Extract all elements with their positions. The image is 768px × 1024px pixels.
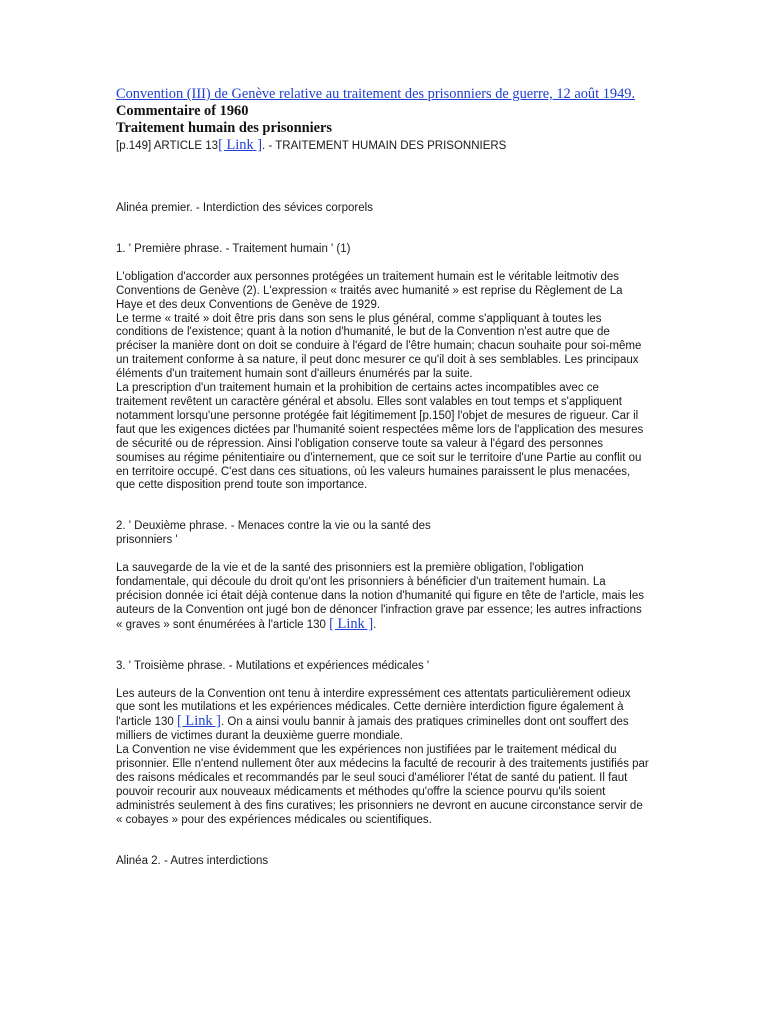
commentary-title: Commentaire of 1960 <box>116 103 249 119</box>
article-130-link[interactable]: [ Link ] <box>177 713 221 730</box>
paragraph <box>116 688 650 745</box>
section-2-heading-line: prisonniers ' <box>116 534 178 547</box>
article-suffix: . - TRAITEMENT HUMAIN DES PRISONNIERS <box>262 140 507 152</box>
paragraph: La Convention ne vise évidemment que les expériences non justifiées par le traitement médical du prisonnier. Elle n'entend nullement ôter aux médecins la faculté de recourir à des traitements justifiés par des raisons médicales et recommandés par le seul souci d'améliorer l'état de santé du patient. Il faut pouvoir recourir aux nouveaux médicaments et méthodes qu'offre la science pourvu qu'ils soient administrés seulement à des fins curatives; les prisonniers ne devront en aucune circonstance servir de « cobayes » pour des expériences médicales ou scientifiques. <box>116 744 649 826</box>
paragraph-end: . <box>373 618 377 631</box>
paragraph-end: . On a ainsi voulu bannir à jamais des pratiques criminelles dont ont souffert des milliers de victimes durant la deuxième guerre mondiale. <box>116 716 629 743</box>
section-2-heading <box>116 520 650 548</box>
section-3-body <box>116 688 650 828</box>
section-1-heading: 1. ' Première phrase. - Traitement humain ' (1) <box>116 242 351 255</box>
article-heading <box>116 137 650 154</box>
convention-title-link[interactable]: Convention (III) de Genève relative au traitement des prisonniers de guerre, 12 août 1949. <box>116 86 636 102</box>
article-prefix: [p.149] ARTICLE 13 <box>116 140 219 152</box>
section-subtitle: Traitement humain des prisonniers <box>116 120 332 136</box>
paragraph: La prescription d'un traitement humain et la prohibition de certains actes incompatibles avec ce traitement revêtent un caractère général et absolu. Elles sont valables en tout temps et s'appliquent notamment lorsqu'une personne protégée fait légitimement [p.150] l'objet de mesures de rigueur. Car il faut que les exigences dictées par l'humanité soient respectées même lors de l'application des mesures de sécurité ou de répression. Ainsi l'obligation conserve toute sa valeur à l'égard des personnes soumises au régime pénitentiaire ou d'internement, que ce soit sur le territoire d'une Partie au conflit ou en territoire occupé. C'est dans ces situations, où les valeurs humaines paraissent le plus menacées, que cette disposition prend toute son importance. <box>116 382 644 492</box>
section-3-heading: 3. ' Troisième phrase. - Mutilations et expériences médicales ' <box>116 659 430 672</box>
section-2-heading-line: 2. ' Deuxième phrase. - Menaces contre la vie ou la santé des <box>116 520 431 533</box>
document-page <box>116 86 650 869</box>
paragraph: L'obligation d'accorder aux personnes protégées un traitement humain est le véritable leitmotiv des Conventions de Genève (2). L'expression « traités avec humanité » est reprise du Règlement de La Haye et des deux Conventions de Genève de 1929. <box>116 270 623 311</box>
section-1-body <box>116 271 650 494</box>
alinea-2-heading: Alinéa 2. - Autres interdictions <box>116 854 269 867</box>
paragraph-text: Les auteurs de la Convention ont tenu à interdire expressément ces attentats particulièrement odieux que sont les mutilations et les expériences médicales. Cette dernière interdiction figure également à l'article 130 <box>116 687 631 729</box>
article-130-link[interactable]: [ Link ] <box>329 615 374 632</box>
article-link[interactable]: [ Link ] <box>218 137 263 153</box>
section-2-paragraph <box>116 562 650 633</box>
alinea-1-heading: Alinéa premier. - Interdiction des sévices corporels <box>116 202 373 214</box>
paragraph: Le terme « traité » doit être pris dans son sens le plus général, comme s'appliquant à toutes les conditions de l'existence; quant à la notion d'humanité, le but de la Convention n'est autre que de préciser la manière dont on doit se conduire à l'égard de l'être humain; chacun souhaite pour soi-même un traitement conforme à sa nature, il peut donc mesurer ce qu'il doit à ses semblables. Les principaux éléments d'un traitement humain sont d'ailleurs énumérés par la suite. <box>116 312 642 381</box>
paragraph-text: La sauvegarde de la vie et de la santé des prisonniers est la première obligation, l'obligation fondamentale, qui découle du droit qu'ont les prisonniers à bénéficier d'un traitement humain. La précision donnée ici était déjà contenue dans la notion d'humanité qui figure en tête de l'article, mais les auteurs de la Convention ont jugé bon de dénoncer l'infraction grave par essence; les autres infractions « graves » sont énumérées à l'article 130 <box>116 562 644 631</box>
